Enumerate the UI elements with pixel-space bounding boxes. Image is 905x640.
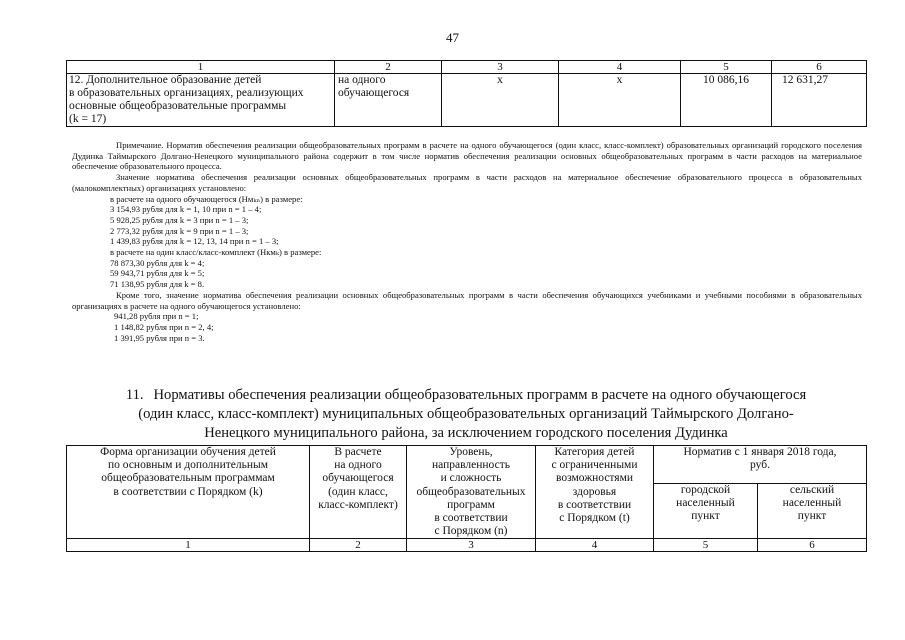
- table-row: [67, 74, 867, 127]
- note-list-item: 941,28 рубля при n = 1;: [114, 311, 199, 322]
- cell-line: в соответствии: [557, 498, 632, 511]
- cell-line: программ: [447, 498, 495, 511]
- note-paragraph: в расчете на одного обучающегося (Нмₖₙ) в размере:: [110, 193, 303, 204]
- note-list-item: 2 773,32 рубля для k = 9 при n = 1 – 3;: [110, 225, 249, 236]
- column-number-cell: 2: [310, 539, 407, 552]
- cell-line: здоровья: [572, 485, 617, 498]
- section-number: 11.: [125, 387, 144, 403]
- header-category-cell: [536, 446, 654, 539]
- header-rural-cell: [758, 483, 867, 539]
- cell-line: пункт: [797, 510, 827, 523]
- section-title-line: Ненецкого муниципального района, за исключением городского поселения Дудинка: [204, 425, 728, 441]
- note-list-item: 1 439,83 рубля для k = 12, 13, 14 при n = 1 – 3;: [110, 236, 279, 247]
- cell-line: В расчете: [334, 446, 382, 458]
- cell-line: населенный: [782, 496, 842, 509]
- note-list-item: 71 138,95 рубля для k = 8.: [110, 279, 205, 290]
- header-cell: 6: [772, 61, 867, 74]
- section-title-text: Нормативы обеспечения реализации общеобразовательных программ в расчете на одного обучающегося: [153, 387, 807, 403]
- section-title-line: [66, 386, 866, 405]
- column-number-cell: 6: [758, 539, 867, 552]
- cell-line: Уровень,: [449, 446, 493, 458]
- row-urban-value: 10 086,16: [681, 74, 772, 127]
- header-unit-cell: [310, 446, 407, 539]
- header-urban-cell: [654, 483, 758, 539]
- cell-line: Категория детей: [554, 446, 635, 458]
- page-number: 47: [446, 30, 459, 45]
- cell-line: с Порядком (n): [434, 525, 508, 538]
- cell-line: населенный: [676, 496, 735, 509]
- note-list-item: 3 154,93 рубля для k = 1, 10 при n = 1 – 4;: [110, 204, 262, 215]
- row-level-cell: х: [442, 74, 559, 127]
- row-form-cell: [67, 74, 335, 127]
- cell-line: класс-комплект): [318, 498, 398, 511]
- note-list-item: 1 391,95 рубля при n = 3.: [114, 332, 205, 343]
- table-header-row: [67, 446, 867, 484]
- continued-norms-table: [66, 60, 867, 127]
- section-title-line: (один класс, класс-комплект) муниципальных общеобразовательных организаций Таймырского Долгано-: [138, 406, 794, 422]
- note-paragraph: Примечание. Норматив обеспечения реализации общеобразовательных программ в расчете на одного обучающегося (один класс, класс-комплект) образовательных организаций городского поселения Дудинка Таймырского Долгано-Ненецкого муниципального района содержит в том числе норматив обеспечения реализации основных общеобразовательных программ в части расходов на материальное обеспечение образовательного процесса.: [72, 140, 862, 172]
- cell-line: городской: [680, 483, 731, 496]
- column-number-cell: 1: [67, 539, 310, 552]
- cell-line: (k = 17): [69, 113, 107, 125]
- norms-table-header: [66, 445, 867, 552]
- cell-line: в соответствии с Порядком (k): [113, 485, 263, 498]
- cell-line: 12. Дополнительное образование детей: [69, 74, 262, 86]
- column-number-cell: 5: [654, 539, 758, 552]
- cell-line: по основным и дополнительным: [108, 459, 268, 472]
- note-list-item: 1 148,82 рубля при n = 2, 4;: [114, 321, 214, 332]
- cell-line: на одного: [334, 459, 382, 472]
- cell-line: в образовательных организациях, реализующих: [69, 87, 304, 99]
- note-list-item: 78 873,30 рубля для k = 4;: [110, 257, 205, 268]
- cell-line: обучающегося: [338, 87, 410, 99]
- note-list-item: 5 928,25 рубля для k = 3 при n = 1 – 3;: [110, 214, 249, 225]
- header-cell: 3: [442, 61, 559, 74]
- section-title: [66, 386, 866, 443]
- column-number-cell: 3: [407, 539, 536, 552]
- cell-line: общеобразовательных: [416, 485, 526, 498]
- cell-line: пункт: [691, 510, 720, 523]
- header-cell: 4: [559, 61, 681, 74]
- header-norm-cell: [654, 446, 867, 484]
- row-category-cell: х: [559, 74, 681, 127]
- row-unit-cell: [335, 74, 442, 127]
- cell-line: направленность: [432, 459, 510, 472]
- cell-line: на одного: [338, 74, 386, 86]
- cell-line: сельский: [789, 483, 835, 496]
- header-cell: 5: [681, 61, 772, 74]
- column-number-cell: 4: [536, 539, 654, 552]
- cell-line: основные общеобразовательные программы: [69, 100, 287, 112]
- note-block: [72, 140, 862, 343]
- cell-line: (один класс,: [328, 485, 388, 498]
- note-paragraph: Значение норматива обеспечения реализации основных общеобразовательных программ в части расходов на материальное обеспечение образовательного процесса в образовательных (малокомплектных) организациях установлено:: [72, 172, 862, 193]
- header-cell: 2: [335, 61, 442, 74]
- table-header-row: [67, 61, 867, 74]
- row-rural-value: 12 631,27: [772, 74, 867, 127]
- table-number-row: [67, 539, 867, 552]
- note-paragraph: в расчете на один класс/класс-комплект (Нкмₖ) в размере:: [110, 247, 322, 258]
- cell-line: с ограниченными: [551, 459, 638, 472]
- header-cell: 1: [67, 61, 335, 74]
- cell-line: руб.: [750, 459, 770, 472]
- cell-line: с Порядком (t): [559, 512, 630, 525]
- cell-line: общеобразовательным программам: [101, 472, 275, 485]
- cell-line: обучающегося: [322, 472, 394, 485]
- cell-line: в соответствии: [434, 512, 508, 525]
- cell-line: Норматив с 1 января 2018 года,: [683, 446, 837, 458]
- cell-line: Форма организации обучения детей: [100, 446, 276, 458]
- header-level-cell: [407, 446, 536, 539]
- cell-line: возможностями: [555, 472, 634, 485]
- cell-line: и сложность: [440, 472, 502, 485]
- note-paragraph: Кроме того, значение норматива обеспечения реализации основных общеобразовательных программ в части обеспечения обучающихся учебниками и учебными пособиями в образовательных организациях в расчете на одного обучающегося установлено:: [72, 289, 862, 311]
- header-form-cell: [67, 446, 310, 539]
- note-list-item: 59 943,71 рубля для k = 5;: [110, 268, 205, 279]
